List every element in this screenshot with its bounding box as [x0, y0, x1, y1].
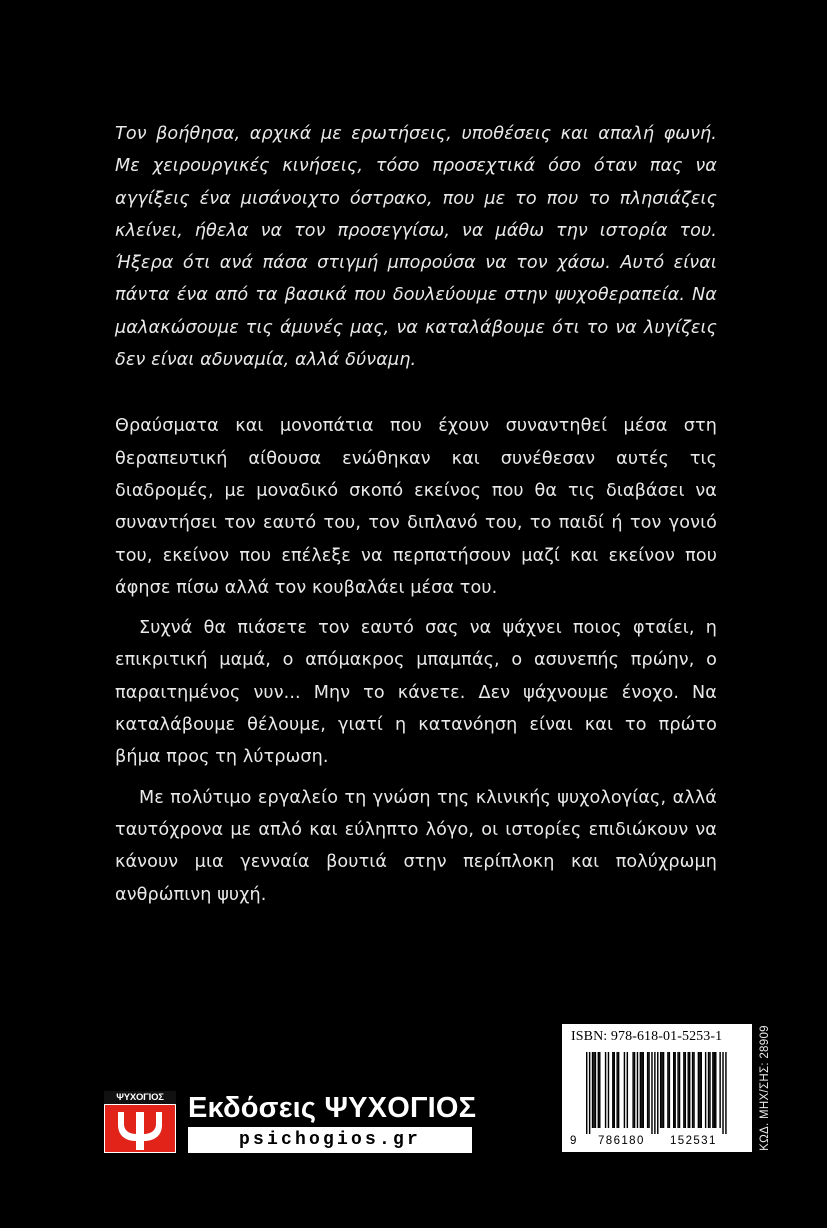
barcode-bar [660, 1052, 661, 1128]
barcode-bar [677, 1052, 678, 1128]
barcode-bar [618, 1052, 619, 1128]
barcode-bar [608, 1052, 609, 1128]
barcode-bar [719, 1052, 720, 1128]
barcode-bar [612, 1052, 613, 1128]
barcode-bar [689, 1052, 690, 1128]
barcode-bar [705, 1052, 706, 1128]
barcode-bar [673, 1052, 674, 1128]
barcode-bar [592, 1052, 593, 1128]
description-paragraph-1: Θραύσματα και μονοπάτια που έχουν συναντηθεί μέσα στη θεραπευτική αίθουσα ενώθηκαν και συνέθεσαν αυτές τις διαδρομές, με μοναδικό σκοπό εκείνος που θα τις διαβάσει να συναντήσει τον εαυτό του, τον διπλανό του, το παιδί ή τον γονιό του, εκείνον που επέλεξε να περπατήσουν μαζί και εκείνον που άφησε πίσω αλλά τον κουβαλάει μέσα του. [115, 416, 717, 598]
barcode-bar [693, 1052, 694, 1128]
barcode-bar [654, 1052, 655, 1134]
barcode-icon [568, 1048, 746, 1134]
barcode-bar [643, 1052, 644, 1128]
barcode-bar [698, 1052, 699, 1128]
description-paragraph-2: Συχνά θα πιάσετε τον εαυτό σας να ψάχνει ποιος φταίει, η επικριτική μαμά, ο απόμακρος μπαμπάς, ο ασυνεπής πρώην, ο παραιτημένος νυν... Μην το κάνετε. Δεν ψάχνουμε ένοχο. Να καταλάβουμε θέλουμε, γιατί η κατανόηση είναι και το πρώτο βήμα προς τη λύτρωση. [115, 618, 717, 768]
barcode-bar [616, 1052, 617, 1128]
barcode-bar [701, 1052, 702, 1128]
barcode-digits [568, 1132, 746, 1150]
barcode-bar [648, 1052, 649, 1128]
publisher-logo [104, 1091, 477, 1153]
publisher-name: Εκδόσεις ΨΥΧΟΓΙΟΣ [188, 1092, 477, 1124]
barcode-bar [661, 1052, 662, 1128]
barcode-bar [679, 1052, 680, 1128]
barcode-bar [640, 1052, 641, 1128]
barcode-bar [627, 1052, 628, 1128]
barcode-bar [708, 1052, 709, 1128]
barcode-bar [683, 1052, 684, 1128]
barcode-bar [637, 1052, 638, 1128]
barcode-bar [599, 1052, 600, 1128]
psi-emblem-icon [104, 1104, 176, 1153]
barcode-bar [641, 1052, 642, 1128]
barcode-bar [657, 1052, 658, 1134]
publisher-url: psichogios.gr [188, 1127, 472, 1153]
back-cover-blurb [115, 118, 717, 911]
barcode-bar [647, 1052, 648, 1128]
barcode-bar [725, 1052, 726, 1134]
publisher-emblem-label: ΨΥΧΟΓΙΟΣ [104, 1091, 176, 1104]
isbn-barcode-box [562, 1024, 752, 1152]
barcode-bar [667, 1052, 668, 1128]
barcode-first-digit: 9 [570, 1135, 577, 1147]
barcode-bar [651, 1052, 652, 1134]
barcode-left-group: 786180 [598, 1135, 645, 1147]
barcode-bar [712, 1052, 713, 1128]
product-code-text: ΚΩΔ. ΜΗΧ/ΣΗΣ: 28909 [759, 1025, 771, 1151]
barcode-bar [674, 1052, 675, 1128]
barcode-right-group: 152531 [670, 1135, 717, 1147]
barcode-bar [605, 1052, 606, 1128]
product-code [752, 1024, 778, 1152]
barcode-bar [624, 1052, 625, 1128]
publisher-emblem [104, 1091, 176, 1153]
barcode-bar [685, 1052, 686, 1128]
isbn-label: ISBN: 978-618-01-5253-1 [571, 1029, 723, 1044]
barcode-bar [714, 1052, 715, 1128]
barcode-bar [589, 1052, 590, 1134]
intro-quote: Τον βοήθησα, αρχικά με ερωτήσεις, υποθέσεις και απαλή φωνή. Με χειρουργικές κινήσεις, τόσο προσεχτικά όσο όταν πας να αγγίξεις ένα μισάνοιχτο όστρακο, που με το που το πλησιάζεις κλείνει, ήθελα να τον προσεγγίσω, να μάθω την ιστορία του. Ήξερα ότι ανά πάσα στιγμή μπορούσα να τον χάσω. Αυτό είναι πάντα ένα από τα βασικά που δουλεύουμε στην ψυχοθεραπεία. Να μαλακώσουμε τις άμυνές μας, να καταλάβουμε ότι το να λυγίζεις δεν είναι αδυναμία, αλλά δύναμη. [115, 124, 717, 371]
barcode-bar [634, 1052, 635, 1128]
barcode-bar [715, 1052, 716, 1128]
barcode-bar [709, 1052, 710, 1128]
barcode-bar [598, 1052, 599, 1128]
barcode-bar [699, 1052, 700, 1128]
barcode-bar [632, 1052, 633, 1128]
barcode-bar [593, 1052, 594, 1128]
barcode-bar [614, 1052, 615, 1128]
barcode-bar [669, 1052, 670, 1128]
barcode-bar [722, 1052, 723, 1134]
description-paragraph-3: Με πολύτιμο εργαλείο τη γνώση της κλινικής ψυχολογίας, αλλά ταυτόχρονα με απλό και εύληπτο λόγο, οι ιστορίες επιδιώκουν να κάνουν μια γενναία βουτιά στην περίπλοκη και πολύχρωμη ανθρώπινη ψυχή. [115, 787, 717, 905]
barcode-bar [595, 1052, 596, 1128]
barcode-bar [688, 1052, 689, 1128]
barcode-bar [692, 1052, 693, 1128]
barcode-bar [586, 1052, 587, 1134]
barcode-bar [663, 1052, 664, 1128]
